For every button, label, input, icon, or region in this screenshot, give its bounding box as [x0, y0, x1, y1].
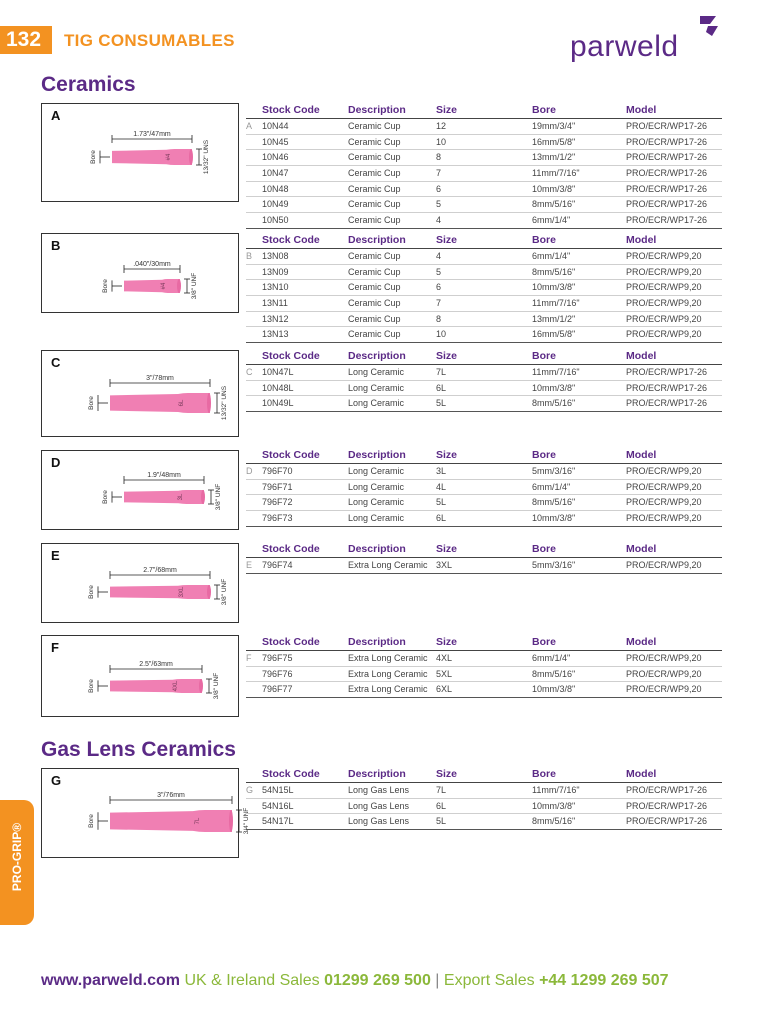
image-letter: A — [51, 108, 61, 123]
column-header-model: Model — [626, 104, 657, 116]
cell-desc: Long Ceramic — [348, 513, 405, 524]
table-row — [246, 150, 722, 166]
column-header-size: Size — [436, 543, 458, 555]
cell-desc: Ceramic Cup — [348, 121, 401, 131]
size-mark: #4 — [160, 282, 167, 290]
cell-model: PRO/ECR/WP9,20 — [626, 684, 702, 695]
row-group-letter: G — [246, 785, 254, 795]
table-row — [246, 327, 722, 343]
row-group-letter: C — [246, 367, 253, 377]
ceramic-cup-drawing — [42, 636, 238, 716]
size-mark: 3L — [178, 493, 185, 501]
bore-label: Bore — [88, 585, 95, 599]
cell-size: 4XL — [436, 653, 453, 663]
cell-code: 10N46 — [262, 152, 289, 163]
cell-code: 796F70 — [262, 466, 293, 476]
table-row — [246, 249, 722, 265]
column-header-bore: Bore — [532, 636, 556, 648]
length-label: 3"/78mm — [146, 375, 174, 382]
cell-desc: Ceramic Cup — [348, 168, 401, 179]
cup-rim — [207, 585, 211, 599]
section-title-ceramics: Ceramics — [41, 73, 136, 96]
cell-code: 796F77 — [262, 684, 293, 695]
cell-model: PRO/ECR/WP17-26 — [626, 183, 708, 194]
ceramic-cup-drawing — [42, 544, 238, 622]
cell-bore: 8mm/5/16" — [532, 398, 576, 409]
column-header-description: Description — [348, 636, 406, 648]
column-header-stock-code: Stock Code — [262, 234, 320, 246]
cell-bore: 11mm/7/16" — [532, 785, 580, 795]
row-group-letter: B — [246, 251, 253, 261]
bore-label: Bore — [102, 490, 109, 504]
table-row — [246, 213, 722, 229]
table-row — [246, 182, 722, 198]
cell-size: 5L — [436, 816, 447, 827]
cell-model: PRO/ECR/WP9,20 — [626, 481, 702, 492]
cell-bore: 10mm/3/8" — [532, 684, 576, 695]
cell-size: 6L — [436, 382, 447, 393]
cell-desc: Long Gas Lens — [348, 800, 410, 811]
ceramics-table-b — [246, 234, 722, 343]
cell-code: 796F76 — [262, 668, 293, 679]
cell-desc: Ceramic Cup — [348, 282, 401, 293]
column-header-bore: Bore — [532, 104, 556, 116]
thread-label: 13/32" UNS — [221, 385, 228, 421]
cell-size: 5L — [436, 398, 447, 409]
row-group-letter: A — [246, 121, 253, 131]
column-header-model: Model — [626, 234, 657, 246]
column-header-description: Description — [348, 234, 406, 246]
cell-model: PRO/ECR/WP9,20 — [626, 298, 702, 309]
cell-size: 4 — [436, 215, 442, 226]
cell-bore: 10mm/3/8" — [532, 513, 576, 524]
size-mark: #4 — [166, 153, 173, 161]
cell-desc: Long Ceramic — [348, 497, 405, 508]
cell-model: PRO/ECR/WP9,20 — [626, 653, 702, 663]
product-image-f — [41, 635, 239, 717]
ceramic-cup-drawing — [42, 451, 238, 529]
cell-code: 13N08 — [262, 251, 289, 261]
ceramic-cup-drawing — [42, 234, 238, 312]
cup-rim — [229, 810, 233, 832]
table-row — [246, 651, 722, 667]
cell-size: 8 — [436, 152, 442, 163]
length-label: 1.9"/48mm — [147, 472, 181, 479]
cell-model: PRO/ECR/WP17-26 — [626, 785, 708, 795]
cell-code: 10N50 — [262, 215, 289, 226]
product-image-c — [41, 350, 239, 437]
cell-model: PRO/ECR/WP17-26 — [626, 121, 708, 131]
column-header-bore: Bore — [532, 350, 556, 362]
table-row — [246, 365, 722, 381]
cup-rim — [201, 490, 205, 504]
cup-body — [110, 393, 210, 413]
ceramic-cup-drawing — [42, 351, 238, 436]
product-image-e — [41, 543, 239, 623]
cell-model: PRO/ECR/WP17-26 — [626, 152, 708, 163]
bore-label: Bore — [102, 279, 109, 293]
cell-model: PRO/ECR/WP9,20 — [626, 560, 702, 570]
cell-code: 796F72 — [262, 497, 293, 508]
cell-bore: 5mm/3/16" — [532, 466, 576, 476]
cup-rim — [207, 393, 211, 413]
cell-code: 796F73 — [262, 513, 293, 524]
column-header-model: Model — [626, 768, 657, 780]
cell-desc: Ceramic Cup — [348, 199, 401, 210]
cell-bore: 6mm/1/4" — [532, 251, 571, 261]
cell-size: 4L — [436, 481, 447, 492]
cell-size: 7 — [436, 298, 442, 309]
cup-body — [110, 585, 210, 599]
cell-code: 13N11 — [262, 298, 288, 309]
length-label: 2.7"/68mm — [143, 567, 177, 574]
column-header-bore: Bore — [532, 768, 556, 780]
cell-code: 10N48 — [262, 183, 289, 194]
cell-desc: Ceramic Cup — [348, 298, 401, 309]
row-group-letter: D — [246, 466, 253, 476]
length-label: 2.5"/63mm — [139, 661, 173, 668]
product-image-b — [41, 233, 239, 313]
table-row — [246, 296, 722, 312]
size-mark: 3XL — [178, 586, 185, 598]
cell-code: 13N09 — [262, 266, 289, 277]
column-header-description: Description — [348, 768, 406, 780]
cell-model: PRO/ECR/WP17-26 — [626, 136, 708, 147]
cell-size: 6XL — [436, 684, 453, 695]
image-letter: B — [51, 238, 61, 253]
cell-bore: 5mm/3/16" — [532, 560, 576, 570]
column-header-description: Description — [348, 543, 406, 555]
cell-model: PRO/ECR/WP9,20 — [626, 266, 702, 277]
column-header-bore: Bore — [532, 449, 556, 461]
product-image-g — [41, 768, 250, 858]
column-header-stock-code: Stock Code — [262, 768, 320, 780]
thread-label: 3/8" UNF — [215, 483, 222, 511]
cell-desc: Ceramic Cup — [348, 215, 401, 226]
cell-bore: 11mm/7/16" — [532, 168, 580, 179]
ceramic-cup-drawing — [42, 104, 238, 201]
thread-label: 3/8" UNF — [221, 578, 228, 606]
column-header-description: Description — [348, 350, 406, 362]
cell-bore: 16mm/5/8" — [532, 136, 576, 147]
cell-code: 10N49L — [262, 398, 294, 409]
cell-size: 6 — [436, 183, 442, 194]
column-header-stock-code: Stock Code — [262, 104, 320, 116]
cell-bore: 11mm/7/16" — [532, 367, 580, 377]
cell-model: PRO/ECR/WP17-26 — [626, 800, 708, 811]
cup-body — [112, 149, 192, 165]
cell-size: 4 — [436, 251, 442, 261]
table-row — [246, 265, 722, 281]
cell-model: PRO/ECR/WP17-26 — [626, 367, 708, 377]
cell-size: 5 — [436, 199, 442, 210]
size-mark: 4XL — [172, 680, 179, 692]
gas-lens-table-g — [246, 768, 722, 830]
ceramics-table-a — [246, 104, 722, 229]
header-title: TIG CONSUMABLES — [64, 31, 235, 50]
footer-contact — [41, 972, 669, 990]
cell-desc: Long Ceramic — [348, 382, 405, 393]
cell-code: 10N44 — [262, 121, 289, 131]
table-row — [246, 667, 722, 683]
cell-desc: Ceramic Cup — [348, 183, 401, 194]
cell-model: PRO/ECR/WP17-26 — [626, 816, 708, 827]
cell-bore: 10mm/3/8" — [532, 382, 576, 393]
cell-size: 5L — [436, 497, 447, 508]
cell-size: 8 — [436, 313, 442, 324]
column-header-model: Model — [626, 543, 657, 555]
cell-desc: Extra Long Ceramic — [348, 560, 428, 570]
cell-desc: Long Ceramic — [348, 398, 405, 409]
table-header — [246, 350, 722, 365]
column-header-size: Size — [436, 350, 458, 362]
table-row — [246, 464, 722, 480]
ceramics-table-c — [246, 350, 722, 412]
table-row — [246, 682, 722, 698]
cell-bore: 8mm/5/16" — [532, 266, 576, 277]
cup-rim — [189, 149, 193, 165]
section-title-gas-lens: Gas Lens Ceramics — [41, 738, 236, 761]
cup-rim — [199, 679, 203, 693]
pro-grip-side-tab — [0, 800, 34, 925]
cell-bore: 10mm/3/8" — [532, 800, 576, 811]
ceramics-table-f — [246, 636, 722, 698]
parweld-logo — [570, 12, 730, 62]
column-header-stock-code: Stock Code — [262, 543, 320, 555]
cell-desc: Ceramic Cup — [348, 313, 401, 324]
cell-size: 6L — [436, 513, 447, 524]
cell-code: 54N16L — [262, 800, 294, 811]
column-header-description: Description — [348, 449, 406, 461]
footer-export-label: Export Sales — [443, 972, 540, 989]
ceramic-cup-drawing — [42, 769, 250, 857]
thread-label: 3/4" UNF — [243, 807, 250, 835]
cell-model: PRO/ECR/WP17-26 — [626, 168, 708, 179]
cell-size: 7 — [436, 168, 442, 179]
product-image-d — [41, 450, 239, 530]
cell-bore: 6mm/1/4" — [532, 215, 571, 226]
cup-rim — [177, 279, 181, 293]
cell-model: PRO/ECR/WP9,20 — [626, 282, 702, 293]
cell-size: 3XL — [436, 560, 453, 570]
footer-uk-number: 01299 269 500 — [324, 972, 431, 989]
table-row — [246, 119, 722, 135]
table-row — [246, 814, 722, 830]
image-letter: F — [51, 640, 59, 655]
column-header-size: Size — [436, 449, 458, 461]
cell-desc: Ceramic Cup — [348, 251, 401, 261]
cup-body — [110, 679, 202, 693]
cell-code: 10N45 — [262, 136, 289, 147]
column-header-model: Model — [626, 350, 657, 362]
cell-code: 10N48L — [262, 382, 294, 393]
cell-model: PRO/ECR/WP9,20 — [626, 466, 702, 476]
cell-bore: 10mm/3/8" — [532, 183, 576, 194]
cell-model: PRO/ECR/WP9,20 — [626, 497, 702, 508]
column-header-model: Model — [626, 636, 657, 648]
cell-desc: Ceramic Cup — [348, 152, 401, 163]
ceramics-table-d — [246, 449, 722, 527]
footer-uk-label: UK & Ireland Sales — [180, 972, 325, 989]
column-header-model: Model — [626, 449, 657, 461]
cell-model: PRO/ECR/WP9,20 — [626, 668, 702, 679]
cell-model: PRO/ECR/WP17-26 — [626, 199, 708, 210]
cell-bore: 8mm/5/16" — [532, 497, 576, 508]
column-header-bore: Bore — [532, 543, 556, 555]
cell-bore: 13mm/1/2" — [532, 313, 576, 324]
cell-desc: Ceramic Cup — [348, 329, 401, 340]
cell-bore: 8mm/5/16" — [532, 816, 576, 827]
cell-desc: Ceramic Cup — [348, 136, 401, 147]
cell-desc: Long Gas Lens — [348, 816, 410, 827]
cell-size: 10 — [436, 329, 447, 340]
cell-size: 6 — [436, 282, 442, 293]
length-label: 1.73"/47mm — [133, 131, 171, 138]
column-header-stock-code: Stock Code — [262, 449, 320, 461]
cup-body — [124, 279, 180, 293]
table-row — [246, 312, 722, 328]
table-header — [246, 234, 722, 249]
thread-label: 3/8" UNF — [191, 272, 198, 300]
length-label: 3"/76mm — [157, 792, 185, 799]
table-row — [246, 166, 722, 182]
cell-model: PRO/ECR/WP9,20 — [626, 251, 702, 261]
size-mark: 6L — [178, 399, 185, 407]
cell-model: PRO/ECR/WP9,20 — [626, 513, 702, 524]
column-header-size: Size — [436, 104, 458, 116]
side-tab-label: PRO-GRIP® — [10, 822, 24, 892]
bore-label: Bore — [88, 396, 95, 410]
cell-size: 6L — [436, 800, 447, 811]
cell-code: 796F74 — [262, 560, 293, 570]
table-row — [246, 799, 722, 815]
column-header-size: Size — [436, 768, 458, 780]
cell-code: 13N12 — [262, 313, 289, 324]
cup-body — [110, 810, 232, 832]
cell-bore: 6mm/1/4" — [532, 653, 571, 663]
column-header-size: Size — [436, 636, 458, 648]
column-header-stock-code: Stock Code — [262, 636, 320, 648]
cell-bore: 19mm/3/4" — [532, 121, 576, 131]
bore-label: Bore — [90, 150, 97, 164]
product-image-a — [41, 103, 239, 202]
bore-label: Bore — [88, 679, 95, 693]
length-label: .040"/30mm — [133, 261, 171, 268]
cell-code: 10N49 — [262, 199, 289, 210]
cell-size: 10 — [436, 136, 447, 147]
image-letter: G — [51, 773, 62, 788]
cell-desc: Extra Long Ceramic — [348, 668, 428, 679]
cell-size: 12 — [436, 121, 447, 131]
footer-separator: | — [430, 972, 444, 989]
cell-bore: 16mm/5/8" — [532, 329, 576, 340]
cell-size: 5XL — [436, 668, 453, 679]
cell-code: 54N17L — [262, 816, 294, 827]
cell-size: 3L — [436, 466, 447, 476]
table-row — [246, 135, 722, 151]
cell-desc: Ceramic Cup — [348, 266, 401, 277]
cell-desc: Extra Long Ceramic — [348, 684, 428, 695]
thread-label: 13/32" UNS — [203, 139, 210, 175]
cell-desc: Long Gas Lens — [348, 785, 410, 795]
table-row — [246, 396, 722, 412]
cell-desc: Long Ceramic — [348, 367, 405, 377]
brand-wordmark: parweld — [570, 30, 679, 63]
cell-bore: 10mm/3/8" — [532, 282, 576, 293]
table-header — [246, 768, 722, 783]
cell-bore: 6mm/1/4" — [532, 481, 571, 492]
cell-code: 796F75 — [262, 653, 293, 663]
table-header — [246, 636, 722, 651]
bore-label: Bore — [88, 814, 95, 828]
cell-code: 54N15L — [262, 785, 294, 795]
column-header-size: Size — [436, 234, 458, 246]
cell-bore: 11mm/7/16" — [532, 298, 580, 309]
thread-label: 3/8" UNF — [213, 672, 220, 700]
footer-url[interactable]: www.parweld.com — [41, 972, 180, 989]
table-row — [246, 280, 722, 296]
ceramics-table-e — [246, 543, 722, 574]
page-number: 132 — [0, 26, 52, 54]
cup-body — [124, 490, 204, 504]
table-header — [246, 104, 722, 119]
cell-size: 7L — [436, 785, 447, 795]
cell-size: 7L — [436, 367, 447, 377]
cell-bore: 13mm/1/2" — [532, 152, 576, 163]
cell-code: 796F71 — [262, 481, 293, 492]
cell-desc: Long Ceramic — [348, 481, 405, 492]
cell-bore: 8mm/5/16" — [532, 199, 576, 210]
cell-desc: Extra Long Ceramic — [348, 653, 428, 663]
column-header-description: Description — [348, 104, 406, 116]
table-header — [246, 543, 722, 558]
column-header-stock-code: Stock Code — [262, 350, 320, 362]
cell-code: 10N47L — [262, 367, 294, 377]
cell-model: PRO/ECR/WP17-26 — [626, 398, 708, 409]
image-letter: E — [51, 548, 60, 563]
table-row — [246, 381, 722, 397]
table-row — [246, 511, 722, 527]
table-row — [246, 783, 722, 799]
cell-model: PRO/ECR/WP9,20 — [626, 313, 702, 324]
size-mark: 7L — [194, 817, 201, 825]
table-row — [246, 495, 722, 511]
cell-model: PRO/ECR/WP9,20 — [626, 329, 702, 340]
cell-model: PRO/ECR/WP17-26 — [626, 382, 708, 393]
table-row — [246, 558, 722, 574]
row-group-letter: E — [246, 560, 253, 570]
footer-export-number: +44 1299 269 507 — [539, 972, 669, 989]
image-letter: D — [51, 455, 61, 470]
cell-size: 5 — [436, 266, 442, 277]
table-row — [246, 197, 722, 213]
cell-bore: 8mm/5/16" — [532, 668, 576, 679]
column-header-bore: Bore — [532, 234, 556, 246]
cell-code: 13N10 — [262, 282, 289, 293]
row-group-letter: F — [246, 653, 252, 663]
cell-code: 13N13 — [262, 329, 289, 340]
table-row — [246, 480, 722, 496]
table-header — [246, 449, 722, 464]
image-letter: C — [51, 355, 61, 370]
cell-model: PRO/ECR/WP17-26 — [626, 215, 708, 226]
cell-code: 10N47 — [262, 168, 289, 179]
cell-desc: Long Ceramic — [348, 466, 405, 476]
